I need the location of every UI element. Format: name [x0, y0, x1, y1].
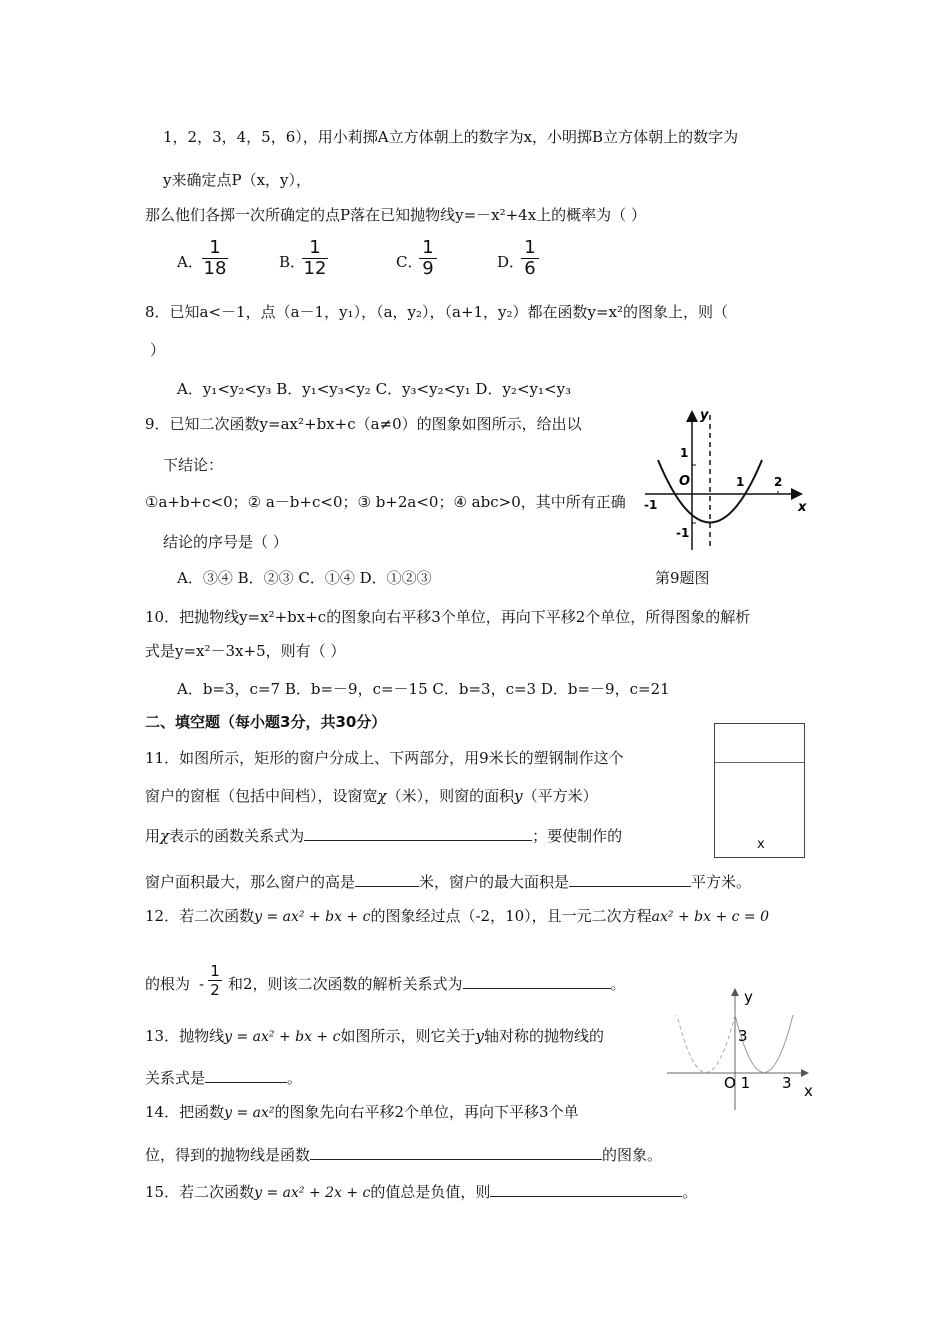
window-width-label: x — [757, 837, 765, 852]
q9-line3: ①a+b+c<0；② a－b+c<0；③ b+2a<0；④ abc>0，其中所有正确 — [145, 493, 626, 511]
q9-line4: 结论的序号是（ ） — [163, 533, 288, 551]
q9-figure-caption: 第9题图 — [655, 569, 710, 587]
q13-line1-part2: 如图所示，则它关于 — [340, 1027, 476, 1045]
q7-option-c-label: C． — [396, 253, 423, 271]
q8-line2: ） — [150, 341, 166, 359]
q12-line1-part2: 的图象经过点（-2，10），且一元二次方程 — [370, 907, 652, 925]
q10-options: A．b=3，c=7 B．b=－9，c=－15 C．b=3，c=3 D．b=－9，c=21 — [177, 680, 670, 698]
y-intercept-label: 3 — [738, 1027, 748, 1045]
q13-parabola-graph — [662, 985, 822, 1115]
x-tick-label-2: 2 — [774, 475, 783, 489]
root-3-label: 3 — [782, 1074, 792, 1092]
q9-options: A．③④ B．②③ C．①④ D．①②③ — [177, 569, 432, 587]
q7-option-d-fraction — [521, 238, 539, 279]
q11-line4-part3: 平方米。 — [691, 873, 752, 891]
q13-line1 — [145, 1026, 604, 1047]
reflected-parabola-curve — [677, 1015, 735, 1073]
var-x: χ — [377, 787, 387, 805]
fraction-denominator: 9 — [422, 258, 434, 279]
origin-and-root-label: O 1 — [724, 1074, 751, 1092]
q15-line1-part1: 15．若二次函数 — [145, 1183, 255, 1201]
q14-line1-part1: 14．把函数 — [145, 1103, 225, 1121]
q14-line2-part1: 位，得到的抛物线是函数 — [145, 1146, 311, 1164]
fraction-numerator: 1 — [208, 962, 222, 981]
q12-line1 — [145, 906, 769, 927]
q13-line2-part1: 关系式是 — [145, 1069, 206, 1087]
q11-line3-part1: 用 — [145, 827, 161, 845]
fraction-numerator: 1 — [419, 238, 437, 259]
q15-line1-part3: 。 — [682, 1183, 698, 1201]
section-title: 二、填空题（每小题3分，共30分） — [145, 713, 387, 731]
q15-line1 — [145, 1182, 697, 1203]
x-axis-label: x — [798, 500, 807, 515]
x-axis-label: x — [804, 1082, 813, 1100]
q13-line1-part1: 13．抛物线 — [145, 1027, 225, 1045]
q14-line1-part2: 的图象先向右平移2个单位，再向下平移3个单 — [274, 1103, 579, 1121]
q9-line1: 9．已知二次函数y=ax²+bx+c（a≠0）的图象如图所示，给出以 — [145, 415, 582, 433]
fraction-denominator: 18 — [203, 258, 227, 279]
y-tick-label-1: 1 — [680, 446, 689, 460]
q12-line2-part2: 和2，则该二次函数的解析关系式为 — [228, 975, 463, 993]
x-tick-label-neg1: -1 — [644, 498, 658, 512]
var-y: y — [475, 1027, 484, 1045]
fraction-denominator: 6 — [524, 258, 536, 279]
fraction-numerator: 1 — [302, 238, 328, 259]
origin-label: O — [679, 474, 691, 489]
q7-option-c-fraction — [419, 238, 437, 279]
q7-option-b-fraction — [302, 238, 328, 279]
q13-line1-part3: 轴对称的抛物线的 — [483, 1027, 604, 1045]
q12-line1-part1: 12．若二次函数 — [145, 907, 255, 925]
var-x: χ — [160, 827, 170, 845]
q11-line2-part3: （平方米） — [522, 787, 598, 805]
fraction-numerator: 1 — [521, 238, 539, 259]
answer-blank-q15[interactable] — [490, 1182, 682, 1197]
q11-line4-part1: 窗户面积最大，那么窗户的高是 — [145, 873, 356, 891]
y-axis-label: y — [700, 408, 709, 423]
y-axis-label: y — [744, 988, 753, 1006]
q7-option-a-label: A． — [177, 253, 203, 271]
q10-line2: 式是y=x²－3x+5，则有（ ） — [145, 642, 346, 660]
q7-line2: y来确定点P（x，y）， — [163, 171, 312, 189]
q8-line1: 8．已知a<－1，点（a－1，y₁），（a，y₂），（a+1，y₂）都在函数y=x²的图象上，则（ — [145, 303, 729, 321]
answer-blank-max-area[interactable] — [569, 872, 691, 887]
q12-formula: y = ax² + bx + c — [254, 909, 371, 925]
q7-line1: 1，2，3，4，5，6），用小莉掷A立方体朝上的数字为x，小明掷B立方体朝上的数字为 — [163, 128, 739, 146]
x-tick-label-1: 1 — [736, 475, 745, 489]
q11-line4 — [145, 872, 751, 892]
q14-line2-part2: 的图象。 — [602, 1146, 663, 1164]
q12-equation: ax² + bx + c = 0 — [651, 909, 770, 925]
q8-options: A．y₁<y₂<y₃ B．y₁<y₃<y₂ C．y₃<y₂<y₁ D．y₂<y₁<y₃ — [177, 380, 572, 398]
q9-line2: 下结论： — [163, 456, 224, 474]
q13-line2-part2: 。 — [287, 1069, 303, 1087]
q15-line1-part2: 的值总是负值，则 — [370, 1183, 491, 1201]
answer-blank-q12[interactable] — [463, 974, 611, 989]
q12-line2-part1: 的根为 — [145, 975, 191, 993]
answer-blank-height[interactable] — [355, 872, 419, 887]
q13-formula: y = ax² + bx + c — [224, 1029, 341, 1045]
fraction-denominator: 2 — [210, 981, 220, 999]
q10-line1: 10．把抛物线y=x²+bx+c的图象向右平移3个单位，再向下平移2个单位，所得图象的解析 — [145, 608, 751, 626]
q11-line3-part2: 表示的函数关系式为 — [169, 827, 305, 845]
window-figure — [714, 723, 805, 858]
y-tick-label-neg1: -1 — [676, 526, 690, 540]
q11-line3-part3: ；要使制作的 — [532, 827, 623, 845]
q13-line2 — [145, 1068, 302, 1088]
q14-line1 — [145, 1102, 579, 1123]
q11-line1: 11．如图所示，矩形的窗户分成上、下两部分，用9米长的塑钢制作这个 — [145, 749, 624, 767]
q11-line2 — [145, 786, 598, 806]
fraction-denominator: 12 — [303, 258, 327, 279]
var-y: y — [514, 787, 523, 805]
q7-line3: 那么他们各掷一次所确定的点P落在已知抛物线y=－x²+4x上的概率为（ ） — [145, 206, 646, 224]
answer-blank-function[interactable] — [304, 826, 532, 841]
q9-parabola-graph — [640, 405, 815, 555]
q12-fraction — [208, 962, 222, 999]
q15-formula: y = ax² + 2x + c — [254, 1185, 371, 1201]
q12-line2 — [228, 974, 626, 994]
q11-line2-part2: （米），则窗的面积 — [386, 787, 515, 805]
answer-blank-q13[interactable] — [205, 1068, 287, 1083]
q11-line2-part1: 窗户的窗框（包括中间档），设窗宽 — [145, 787, 378, 805]
q11-line4-part2: 米，窗户的最大面积是 — [419, 873, 570, 891]
q7-option-a-fraction — [202, 238, 228, 279]
q11-line3 — [145, 826, 622, 846]
q14-line2 — [145, 1145, 662, 1165]
fraction-numerator: 1 — [202, 238, 228, 259]
answer-blank-q14[interactable] — [310, 1145, 602, 1160]
q14-formula: y = ax² — [224, 1105, 275, 1121]
q7-option-d-label: D． — [497, 253, 525, 271]
q7-option-b-label: B． — [279, 253, 306, 271]
q12-minus-sign: - — [199, 975, 205, 993]
window-middle-bar — [715, 762, 804, 763]
q12-line2-part3: 。 — [610, 975, 626, 993]
